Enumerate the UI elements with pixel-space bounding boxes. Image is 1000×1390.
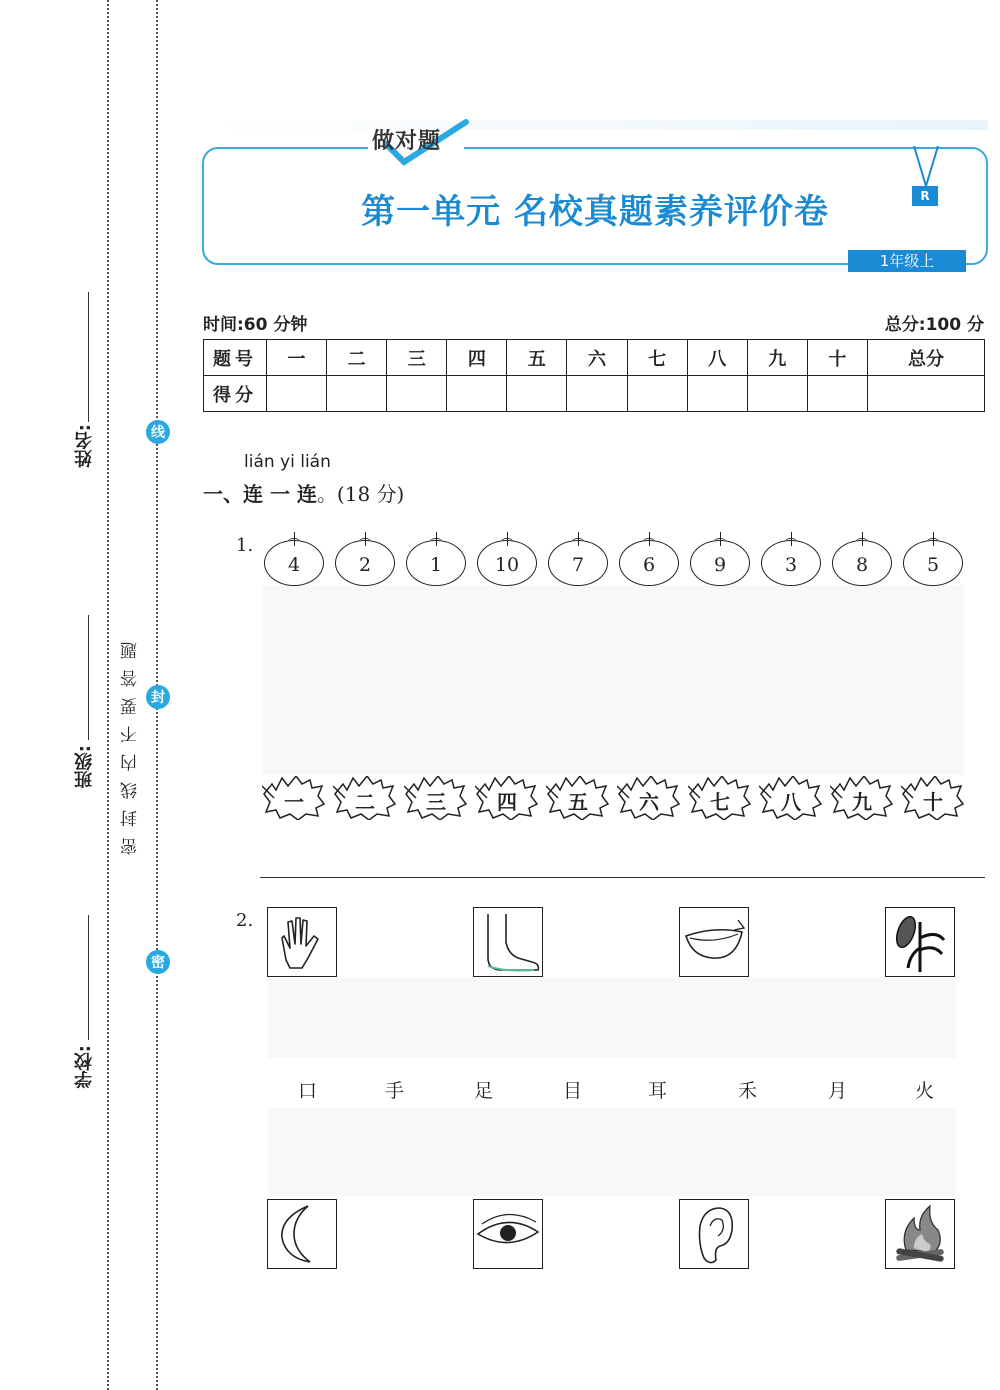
col-header: 四 xyxy=(447,340,507,376)
school-answer-line xyxy=(88,915,89,1040)
leaf-label: 七 xyxy=(710,790,730,814)
apple-leaf xyxy=(501,538,513,545)
score-cell[interactable] xyxy=(627,376,687,412)
apple-number[interactable]: 9 xyxy=(690,540,750,586)
col-header: 八 xyxy=(687,340,747,376)
apple-leaf xyxy=(430,538,442,545)
hand-picture xyxy=(267,907,337,977)
leaf-label: 五 xyxy=(568,790,588,814)
edition-badge: R xyxy=(912,186,938,206)
col-header: 十 xyxy=(807,340,867,376)
apple-number[interactable]: 6 xyxy=(619,540,679,586)
grain-picture xyxy=(885,907,955,977)
apple-number[interactable]: 4 xyxy=(264,540,324,586)
section-points: 。(18 分) xyxy=(316,482,405,506)
score-cell[interactable] xyxy=(507,376,567,412)
exam-total: 总分:100 分 xyxy=(884,315,984,335)
class-label: 班级: xyxy=(74,745,95,789)
character-word[interactable]: 手 xyxy=(385,1080,405,1102)
score-cell[interactable] xyxy=(807,376,867,412)
score-cell[interactable] xyxy=(327,376,387,412)
fire-picture xyxy=(885,1199,955,1269)
mouth-icon xyxy=(680,908,748,976)
leaf-card[interactable] xyxy=(262,776,326,820)
leaf-card[interactable] xyxy=(475,776,539,820)
col-header: 三 xyxy=(387,340,447,376)
apple-number[interactable]: 10 xyxy=(477,540,537,586)
ribbon-icon xyxy=(912,146,940,188)
score-cell[interactable] xyxy=(747,376,807,412)
col-header: 总分 xyxy=(867,340,984,376)
apple-number[interactable]: 5 xyxy=(903,540,963,586)
eye-picture xyxy=(473,1199,543,1269)
character-word[interactable]: 足 xyxy=(474,1080,494,1102)
seal-dense-marker: 密 xyxy=(146,950,170,974)
character-word[interactable]: 口 xyxy=(298,1080,318,1102)
character-word[interactable]: 禾 xyxy=(738,1080,758,1102)
section-title-text: 一、连 一 连 xyxy=(203,482,317,506)
score-cell[interactable] xyxy=(387,376,447,412)
character-word[interactable]: 月 xyxy=(828,1080,848,1102)
moon-picture xyxy=(267,1199,337,1269)
apple-leaf xyxy=(785,538,797,545)
character-word[interactable]: 耳 xyxy=(648,1080,668,1102)
page-title: 第一单元 名校真题素养评价卷 xyxy=(361,192,829,232)
question-2-number: 2. xyxy=(236,910,254,931)
name-answer-line xyxy=(88,292,89,422)
col-header: 五 xyxy=(507,340,567,376)
leaf-card[interactable] xyxy=(688,776,752,820)
score-label: 得分 xyxy=(204,376,267,412)
leaf-card[interactable] xyxy=(759,776,823,820)
apple-leaf xyxy=(572,538,584,545)
col-header: 九 xyxy=(747,340,807,376)
question-number-row xyxy=(204,340,985,376)
col-header: 七 xyxy=(627,340,687,376)
grade-tag: 1年级上 xyxy=(848,250,966,272)
leaf-label: 二 xyxy=(355,790,375,814)
moon-icon xyxy=(268,1200,336,1268)
apple-number[interactable]: 7 xyxy=(548,540,608,586)
brand-logo: 做对题 xyxy=(372,129,442,154)
name-label: 姓名: xyxy=(74,424,95,468)
matching-area-2a[interactable] xyxy=(268,978,956,1058)
score-cell[interactable] xyxy=(687,376,747,412)
foot-icon xyxy=(474,908,542,976)
matching-area-1[interactable] xyxy=(262,585,964,775)
school-label: 学校: xyxy=(74,1045,95,1089)
seal-line-marker: 线 xyxy=(146,420,170,444)
leaf-card[interactable] xyxy=(617,776,681,820)
leaf-label: 八 xyxy=(781,790,801,814)
question-number-label: 题号 xyxy=(204,340,267,376)
apple-leaf xyxy=(927,538,939,545)
mouth-picture xyxy=(679,907,749,977)
seal-seal-marker: 封 xyxy=(146,685,170,709)
class-answer-line xyxy=(88,615,89,740)
leaf-card[interactable] xyxy=(830,776,894,820)
hand-icon xyxy=(268,908,336,976)
leaf-card[interactable] xyxy=(333,776,397,820)
section-title xyxy=(203,478,404,507)
leaf-label: 四 xyxy=(497,790,517,814)
leaf-label: 十 xyxy=(923,790,943,814)
col-header: 六 xyxy=(567,340,627,376)
grain-icon xyxy=(886,908,954,976)
exam-time: 时间:60 分钟 xyxy=(203,315,308,335)
leaf-label: 六 xyxy=(639,790,659,814)
apple-leaf xyxy=(856,538,868,545)
score-cell[interactable] xyxy=(267,376,327,412)
score-cell[interactable] xyxy=(867,376,984,412)
apple-leaf xyxy=(359,538,371,545)
binding-notice: 密封线内不要答题 xyxy=(121,631,141,855)
character-word[interactable]: 目 xyxy=(563,1080,583,1102)
apple-number[interactable]: 2 xyxy=(335,540,395,586)
fire-icon xyxy=(886,1200,954,1268)
apple-leaf xyxy=(714,538,726,545)
apple-number[interactable]: 1 xyxy=(406,540,466,586)
banner-top-bar xyxy=(202,120,988,130)
score-cell[interactable] xyxy=(567,376,627,412)
leaf-card[interactable] xyxy=(404,776,468,820)
leaf-label: 九 xyxy=(852,790,872,814)
col-header: 二 xyxy=(327,340,387,376)
score-cell[interactable] xyxy=(447,376,507,412)
apple-leaf xyxy=(643,538,655,545)
matching-area-2b[interactable] xyxy=(268,1108,956,1196)
leaf-card[interactable] xyxy=(901,776,965,820)
ear-icon xyxy=(680,1200,748,1268)
apple-leaf xyxy=(288,538,300,545)
question-divider xyxy=(260,877,985,878)
apple-number[interactable]: 8 xyxy=(832,540,892,586)
binding-dotted-line-outer xyxy=(107,0,109,1390)
foot-picture xyxy=(473,907,543,977)
leaf-label: 一 xyxy=(284,790,304,814)
col-header: 一 xyxy=(267,340,327,376)
leaf-label: 三 xyxy=(426,790,446,814)
apple-number[interactable]: 3 xyxy=(761,540,821,586)
question-1-number: 1. xyxy=(236,535,254,556)
character-word[interactable]: 火 xyxy=(915,1080,935,1102)
section-pinyin: lián yi lián xyxy=(244,452,331,472)
eye-icon xyxy=(474,1200,542,1268)
score-table xyxy=(203,339,985,412)
leaf-card[interactable] xyxy=(546,776,610,820)
ear-picture xyxy=(679,1199,749,1269)
score-row xyxy=(204,376,985,412)
